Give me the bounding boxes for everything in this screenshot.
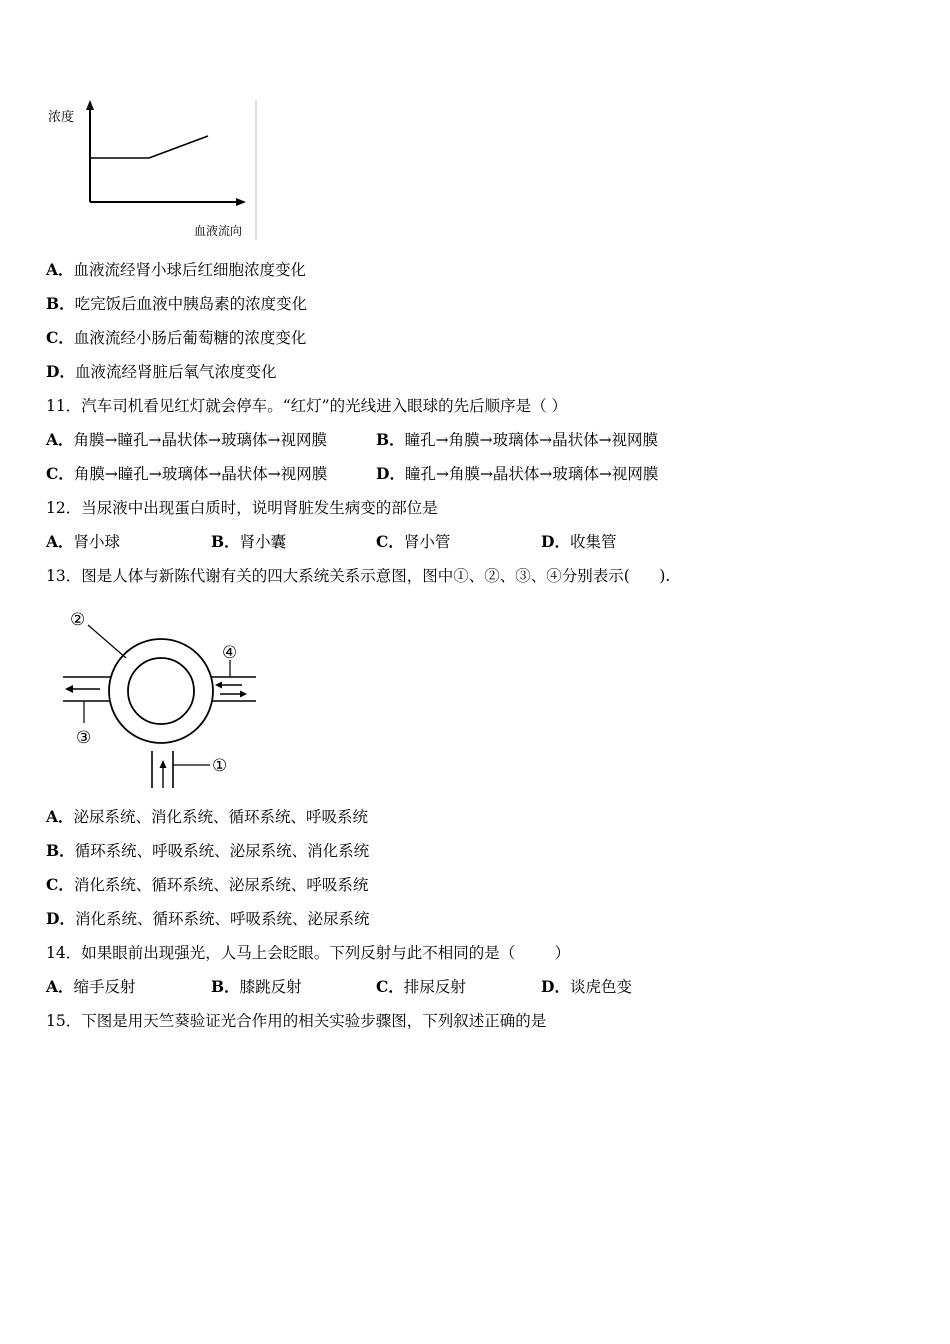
y-axis-label: 浓度: [48, 110, 75, 125]
label-1: ①: [212, 756, 228, 776]
left-arrowhead-icon: [65, 685, 73, 693]
q13-option-a: A．泌尿系统、消化系统、循环系统、呼吸系统: [46, 807, 369, 826]
q13-stem: 13．图是人体与新陈代谢有关的四大系统关系示意图，图中①、②、③、④分别表示( ).: [46, 567, 671, 585]
right-arrowhead-in-icon: [215, 682, 222, 689]
q12-option-d: D．收集管: [541, 532, 617, 551]
x-axis-label: 血液流向: [194, 224, 243, 238]
bottom-arrowhead-icon: [160, 760, 167, 768]
q10-option-c: C．血液流经小肠后葡萄糖的浓度变化: [46, 328, 307, 347]
concentration-chart: [44, 96, 260, 242]
q11-option-c: C．角膜→瞳孔→玻璃体→晶状体→视网膜: [46, 464, 328, 483]
q11-option-b: B．瞳孔→角膜→玻璃体→晶状体→视网膜: [376, 430, 659, 449]
label-4: ④: [222, 643, 238, 663]
q11-option-a: A．角膜→瞳孔→晶状体→玻璃体→视网膜: [46, 430, 327, 449]
q12-stem: 12．当尿液中出现蛋白质时，说明肾脏发生病变的部位是: [46, 499, 438, 517]
right-arrowhead-out-icon: [240, 691, 247, 698]
q14-stem: 14．如果眼前出现强光，人马上会眨眼。下列反射与此不相同的是（ ）: [46, 944, 571, 962]
q14-option-a: A．缩手反射: [46, 977, 136, 996]
q11-stem: 11．汽车司机看见红灯就会停车。“红灯”的光线进入眼球的先后顺序是（ ）: [46, 397, 568, 415]
q10-option-b: B．吃完饭后血液中胰岛素的浓度变化: [46, 294, 308, 313]
label-2: ②: [70, 610, 86, 630]
q13-option-b: B．循环系统、呼吸系统、泌尿系统、消化系统: [46, 841, 370, 860]
q14-option-b: B．膝跳反射: [211, 977, 302, 996]
system-relationship-diagram: [60, 605, 260, 790]
series-line: [90, 136, 208, 158]
q13-option-c: C．消化系统、循环系统、泌尿系统、呼吸系统: [46, 875, 369, 894]
q12-option-c: C．肾小管: [376, 532, 451, 551]
x-axis-arrow: [236, 198, 246, 206]
inner-ring: [128, 658, 194, 724]
q15-stem: 15．下图是用天竺葵验证光合作用的相关实验步骤图，下列叙述正确的是: [46, 1012, 547, 1030]
q12-option-b: B．肾小囊: [211, 532, 287, 551]
y-axis-arrow: [86, 100, 94, 110]
label-3: ③: [76, 728, 92, 748]
q14-option-d: D．谈虎色变: [541, 977, 632, 996]
q12-option-a: A．肾小球: [46, 532, 121, 551]
q13-option-d: D．消化系统、循环系统、呼吸系统、泌尿系统: [46, 909, 370, 928]
q10-option-d: D．血液流经肾脏后氧气浓度变化: [46, 362, 277, 381]
q10-option-a: A．血液流经肾小球后红细胞浓度变化: [46, 260, 307, 279]
q11-option-d: D．瞳孔→角膜→晶状体→玻璃体→视网膜: [376, 464, 659, 483]
q14-option-c: C．排尿反射: [376, 977, 466, 996]
label-2-leader: [88, 625, 126, 658]
